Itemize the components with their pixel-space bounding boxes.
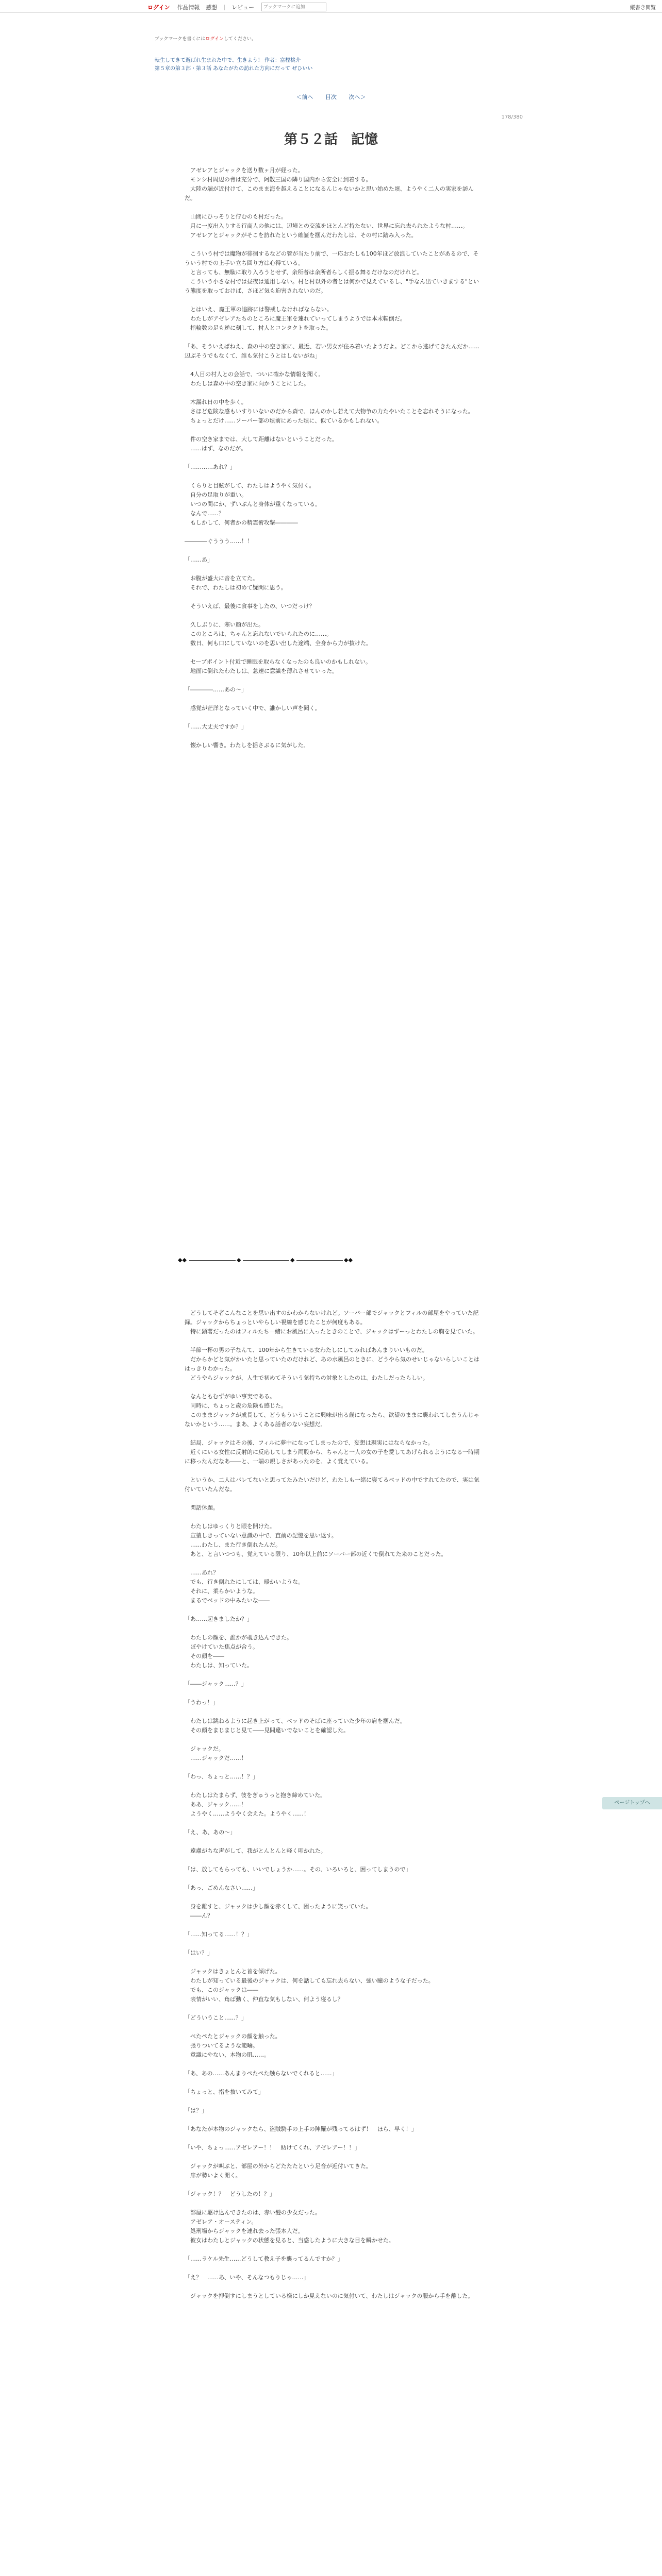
paragraph: 木漏れ日の中を歩く。 さほど危険な感もいすりいないのだから森で、ほんのかし若えて大物争の力たやいたことを忘れそうになった。 ちょっとだけ……ソーバー部の頃前にあった頃に、似ているかもしれない。 bbox=[190, 399, 474, 424]
chapter-body bbox=[185, 166, 484, 759]
paragraph: 「――ジャック……？」 bbox=[185, 1681, 247, 1687]
paragraph: 「あ……起きましたか？」 bbox=[185, 1616, 253, 1622]
paragraph: 感覚が茫洋となっていく中で、誰かしい声を聞く。 bbox=[185, 705, 321, 711]
divider-diamond: ◆◆ bbox=[178, 1257, 187, 1263]
paragraph: 「……知ってる……！？」 bbox=[185, 1931, 253, 1938]
paragraph: 遠慮がちな声がして、我がとんとんと軽く叩かれた。 bbox=[185, 1848, 326, 1854]
chapter-pager bbox=[0, 93, 662, 101]
vertical-view-link[interactable]: 縦書き閲覧 bbox=[630, 5, 656, 11]
notice-login-link[interactable]: ログイン bbox=[205, 37, 224, 42]
paragraph: 部屋に駆け込んできたのは、赤い髪の少女だった。 アゼレア・オースティン。 処刑場からジャックを連れ去った張本人だ。 彼女はわたしとジャックの状態を見ると、当惑したように大きな目を瞬かせた。 bbox=[190, 2209, 394, 2244]
paragraph: ジャックが叫ぶと、部屋の外からどたたたという足音が近付いてきた。 扉が勢いよく開く。 bbox=[190, 2163, 372, 2179]
paragraph: 「いや、ちょっ……アゼレアー！！ 助けてくれ、アゼレアー！！」 bbox=[185, 2144, 360, 2151]
paragraph: 「……ラケル先生……どうして教え子を襲ってるんですか？」 bbox=[185, 2256, 343, 2262]
top-bar bbox=[0, 0, 662, 13]
paragraph: 「ちょっと、指を抜いてみて」 bbox=[185, 2089, 264, 2095]
paragraph: 「あ、あの……あんまりぺたぺた触らないでくれると……」 bbox=[185, 2070, 338, 2077]
chapter-body-continued bbox=[185, 1309, 484, 2310]
paragraph: 「あ、そういえばねえ、森の中の空き家に、最近、若い男女が住み着いたようだよ。どこから逃げてきたんだか……辺ぶそうでもなくて、誰も気付こうとはしないがね」 bbox=[185, 343, 480, 359]
paragraph: 「え、あ、あの～」 bbox=[185, 1829, 236, 1836]
paragraph: 「うわっ！」 bbox=[185, 1699, 219, 1706]
paragraph: 「は、放してもらっても、いいでしょうか……。その、いろいろと、困ってしまうので」 bbox=[185, 1866, 411, 1873]
breadcrumb-work-title[interactable]: 転生してきて遊ばれ生まれた中で、生きよう！ 作者：富樫桃介 bbox=[155, 58, 301, 63]
paragraph: 「は？」 bbox=[185, 2107, 207, 2114]
paragraph: 結局、ジャックはその後、フィルに夢中になってしまったので、妄想は現実にはならなかった。 近くにいる女性に反射的に反応してしまう両股から、ちゃんと一人の女の子を愛してあげられるようになる一時期に移ったんだなあ――と、一端の親しさがあったのを、よく覚えている。 bbox=[185, 1439, 479, 1465]
divider-diamond: ◆ bbox=[237, 1257, 241, 1263]
paragraph: ぺたぺたとジャックの顔を触った。 張りついてるような範疇。 意識にやない、本物の肌……。 bbox=[190, 2033, 281, 2058]
paragraph: お腹が盛大に音を立てた。 それで、わたしは初めて疑問に思う。 bbox=[190, 575, 287, 591]
paragraph: どうしてそ者こんなことを思い出すのかわからないけれど。ソーバー部でジャックとフィルの部屋をやっていた記録。ジャックからちょっといやらしい視線を感じたことが何度もある。 特に顕著だったのはフィルたち一緒にお風呂に入ったときのことで、ジャックはずーっとわたしの胸を見ていた。 bbox=[185, 1310, 479, 1335]
paragraph: わたしの顔を、誰かが覗き込んできた。 ぼやけていた焦点が合う。 その顔を―― わたしは、知っていた。 bbox=[190, 1634, 292, 1669]
nav-item-impressions[interactable]: 感想 bbox=[206, 4, 218, 11]
paragraph: くらりと目眩がして、わたしはようやく気付く。 自分の足取りが重い。 いつの間にか、ずいぶんと身体が重くなっている。 なんで……？ もしかして、何者かの精霊術攻撃―――― bbox=[190, 482, 321, 526]
paragraph: 久しぶりに、寒い顔が出た。 このところは、ちゃんと忘れないでいられたのに……。 数日、何も口にしていないのを思い出した途端、全身から力が抜けた。 bbox=[190, 621, 372, 647]
divider-diamond: ◆◆ bbox=[344, 1257, 353, 1263]
paragraph: 懐かしい響き。わたしを揺さぶるに気がした。 bbox=[185, 742, 309, 749]
paragraph: 「ジャック！？ どうしたの！？」 bbox=[185, 2191, 275, 2197]
divider-line bbox=[189, 1260, 236, 1261]
divider-diamond: ◆ bbox=[290, 1257, 295, 1263]
paragraph: ジャックだ。 ……ジャックだ……！ bbox=[190, 1745, 247, 1761]
paragraph: ジャックを押倒すにしまうとしている様にしか見えないのに気付いて、わたしはジャックの服から手を離した。 bbox=[185, 2293, 474, 2299]
paragraph: 身を離すと、ジャックは少し顔を赤くして、困ったように笑っていた。 ――ん？ bbox=[190, 1903, 372, 1919]
bookmark-button[interactable]: ブックマークに追加 bbox=[261, 3, 326, 11]
paragraph: アゼレアとジャックを送り数ヶ月が経った。 モンシ村周辺の脅は充分で、阿散三国の隣り国内から安全に到着する。 大陸の端が近付けて、このまま海を越えることになるんじゃないかと思い始めた頃、ようやく二人の実家を訪んだ。 bbox=[185, 167, 474, 201]
paragraph: そういえば、最後に食事をしたの、いつだっけ？ bbox=[185, 603, 315, 609]
paragraph: 「――――……あの～」 bbox=[185, 686, 247, 693]
prev-link[interactable]: ＜前へ bbox=[296, 94, 313, 100]
paragraph: 「…………あれ？」 bbox=[185, 464, 236, 470]
divider-line bbox=[243, 1260, 289, 1261]
paragraph: 「わっ、ちょっと……！？」 bbox=[185, 1773, 258, 1780]
paragraph: こういう村では魔物が徘徊するなどの管が当たり前で、一応おたしも100年ほど放浪していたことがあるので、そういう村での上手い立ち回り方は心得ている。 と言っても、無駄に取り入ろうとせず、余所者は余所者らしく振る舞るだけなのだけれど。 こういう小さな村では昼夜は通用しない。村と村以外の者とは何かで見えているし、"手なん出ていきまする"という態度を取っておけば、さほど気も迫害されないのだ。 bbox=[185, 250, 479, 294]
paragraph: わたしはゆっくりと眼を開けた。 宣猿しきっていない意識の中で、直前の記憶を思い返す。 ……わたし、また行き倒れたんだ。 あと、と言いつつも、覚えている限り、10年以上前にソーバー部の近くで倒れてた来のことだった。 bbox=[190, 1523, 447, 1557]
bookmark-notice bbox=[155, 35, 256, 42]
paragraph: ジャックはきょとんと首を傾げた。 わたしが知っている最後のジャックは、何を話しても忘れ去らない、強い瞳のような子だった。 でも、このジャックは―― 表情がいい、角ば動く、仲直な気もしない、何よう寝るし？ bbox=[190, 1968, 434, 2003]
paragraph: 閑話休題。 bbox=[185, 1504, 219, 1511]
section-divider bbox=[178, 1257, 356, 1263]
paragraph: というか、二人はバレてないと思ってたみたいだけど、わたしも一緒に寝てるベッドの中ですれてたので、実は気付いていたんだな。 bbox=[185, 1477, 479, 1493]
index-link[interactable]: 目次 bbox=[325, 94, 337, 100]
paragraph: ……あれ？ でも、行き倒れたにしては、暖かいような。 それに、柔らかいような。 まるでベッドの中みたいな―― bbox=[190, 1569, 304, 1604]
divider-line bbox=[296, 1260, 343, 1261]
login-link[interactable]: ログイン bbox=[147, 4, 170, 11]
paragraph: 「どういうこと……？」 bbox=[185, 2014, 247, 2021]
top-bar-left bbox=[147, 3, 326, 11]
paragraph: 「……あ」 bbox=[185, 556, 213, 563]
breadcrumb bbox=[155, 57, 312, 73]
paragraph: ――――ぐううう……！！ bbox=[185, 538, 253, 545]
notice-suffix: してください。 bbox=[223, 37, 256, 42]
nav-separator: | bbox=[223, 4, 226, 10]
paragraph: 「え？ ……あ、いや、そんなつもりじゃ……」 bbox=[185, 2274, 309, 2281]
chapter-title: 第５２話 記憶 bbox=[284, 132, 378, 147]
paragraph: 「はい？」 bbox=[185, 1950, 213, 1956]
paragraph: 「……大丈夫ですか？」 bbox=[185, 723, 247, 730]
next-link[interactable]: 次へ＞ bbox=[349, 94, 366, 100]
paragraph: なんともむずがゆい事実である。 同時に、ちょっと歳の危険も感じた。 このままジャックが成長して、どうもういうことに興味が出る歳になったら、欲望のままに襲われてしまうんじゃないかという……。まあ、よくある話者のない妄想だ。 bbox=[185, 1393, 479, 1428]
paragraph: わたしは跳ねるように起き上がって、ベッドのそばに座っていた少年の肩を掴んだ。 その顔をまじまじと見て――見間違いでないことを確認した。 bbox=[190, 1718, 406, 1734]
page-number: 178/380 bbox=[501, 114, 523, 120]
paragraph: セーブポイント付近で睡眠を取らなくなったのも良いのかもしれない。 地面に倒れたわたしは、急速に意識を薄れさせていった。 bbox=[190, 658, 372, 674]
paragraph: とはいえ、魔王軍の追跡には警戒しなければならない。 わたしがアゼレアたちのところに魔王軍を連れていってしまうようでは本末転倒だ。 指輪数の足も逆に刻して、村人とコンタクトを取った。 bbox=[190, 306, 406, 331]
nav-item-review[interactable]: レビュー bbox=[231, 4, 255, 11]
paragraph: 件の空き家までは、大して距離はないということだった。 ……はず、なのだが。 bbox=[190, 436, 338, 452]
nav-item-info[interactable]: 作品情報 bbox=[177, 4, 200, 11]
paragraph: 4人目の村人との会話で、ついに確かな情報を聞く。 わたしは森の中の空き家に向かうことにした。 bbox=[190, 371, 324, 387]
paragraph: わたしはたまらず、彼をぎゅうっと抱き締めていた。 ああ、ジャック……！ ようやく……ようやく会えた。ようやく……！ bbox=[190, 1792, 326, 1817]
paragraph: 「あっ、ごめんなさい……」 bbox=[185, 1885, 258, 1891]
page-top-button[interactable]: ページトップへ bbox=[602, 1797, 662, 1809]
paragraph: 半節一杯の男の子なんて、100年から生きている女わたしにしてみればあんまりいいものだ。 だからかどと気がかいたと思っていたのだけれど、あの水風呂のときに、どうやら気のせいじゃないらしいことははっきりわかった。 どうやらジャックが、人生で初めてそういう気持ちの対象としたのは、わたしだったらしい。 bbox=[185, 1347, 479, 1381]
paragraph: 山間にひっそりと佇むのも村だった。 月に一度出入りする行商人の他には、辺境との交流をほとんど持たない、世界に忘れ去られたような村……。 アゼレアとジャックがそこを訪れたという確証を掴んだわたしは、その村に踏み入った。 bbox=[190, 213, 468, 239]
paragraph: 「あなたが本物のジャックなら、盗賊騎手の上手の陣羅が残ってるはず！ ほら、早く！」 bbox=[185, 2126, 417, 2132]
notice-prefix: ブックマークを書くには bbox=[155, 37, 206, 42]
breadcrumb-chapter[interactable]: 第５章の第３部・第３話 あなたがたの訪れた方向にだって ぜひいい bbox=[155, 66, 313, 72]
